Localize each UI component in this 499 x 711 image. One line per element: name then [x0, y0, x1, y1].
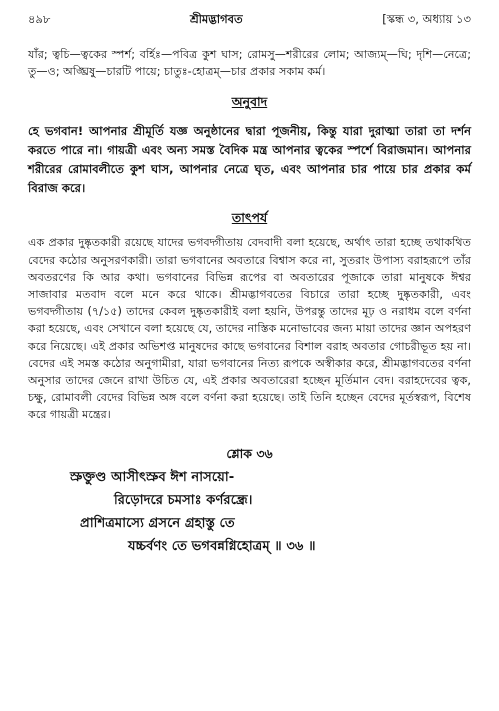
- page-number: ৪৯৮: [28, 11, 51, 26]
- verse-line: প্রাশিত্রমাস্যে গ্রসনে গ্রহাস্তু তে: [80, 515, 235, 531]
- verse-number-heading: শ্লোক ৩৬: [226, 445, 273, 461]
- sanskrit-verse: [28, 466, 471, 558]
- synonyms-paragraph: যাঁর; ত্বচি—ত্বকের স্পর্শ; বর্হিঃ—পবিত্র কুশ ঘাস; রোমসু—শরীরের লোম; আজ্যম্—ঘি; দৃশি—নেত্রে; তু—ও; অঙ্ঘ্রিষু—চারটি পায়ে; চাতুঃ-হোত্রম্—চার প্রকার সকাম কর্ম।: [28, 48, 471, 79]
- translation-heading: অনুবাদ: [231, 94, 268, 110]
- translation-paragraph: হে ভগবান! আপনার শ্রীমূর্তি যজ্ঞ অনুষ্ঠানের দ্বারা পূজনীয়, কিন্তু যারা দুরাত্মা তারা তা দর্শন করতে পারে না। গায়ত্রী এবং অন্য সমস্ত বৈদিক মন্ত্র আপনার ত্বকের স্পর্শে বিরাজমান। আপনার শরীরের রোমাবলীতে কুশ ঘাস, আপনার নেত্রে ঘৃত, এবং আপনার চার পায়ে চার প্রকার কর্ম বিরাজ করে।: [28, 124, 471, 196]
- verse-line: রিড়োদরে চমসাঃ কর্ণরন্ধ্রে।: [114, 492, 253, 508]
- purport-heading: তাৎপর্য: [231, 210, 268, 226]
- book-title: শ্রীমদ্ভাগবত: [189, 11, 243, 26]
- page-header: [28, 10, 471, 30]
- chapter-reference: [স্কন্ধ ৩, অধ্যায় ১৩: [382, 11, 471, 26]
- book-page: [28, 10, 471, 558]
- verse-line: যচ্চর্বণং তে ভগবন্নগ্নিহোত্রম্ ॥ ৩৬ ॥: [128, 538, 316, 554]
- purport-paragraph: এক প্রকার দুষ্কৃতকারী রয়েছে যাদের ভগবদ্গীতায় বেদবাদী বলা হয়েছে, অর্থাৎ তারা হচ্ছে তথাকথিত বেদের কঠোর অনুসরণকারী। তারা ভগবানের অবতারে বিশ্বাস করে না, সুতরাং উপাস্য বরাহরূপে তাঁর অবতরণের কি আর কথা। ভগবানের বিভিন্ন রূপের বা অবতারের পূজাকে তারা মানুষকে ঈশ্বর সাজাবার মতবাদ বলে মনে করে থাকে। শ্রীমদ্ভাগবতের বিচারে তারা হচ্ছে দুষ্কৃতকারী, এবং ভগবদ্গীতায় (৭/১৫) তাদের কেবল দুষ্কৃতকারীই বলা হয়নি, উপরন্তু তাদের মূঢ় ও নরাধম বলে বর্ণনা করা হয়েছে, এবং সেখানে বলা হয়েছে যে, তাদের নাস্তিক মনোভাবের জন্য মায়া তাদের জ্ঞান অপহরণ করে নিয়েছে। এই প্রকার অভিশপ্ত মানুষদের কাছে ভগবানের বিশাল বরাহ অবতার গোচরীভূত হয় না। বেদের এই সমস্ত কঠোর অনুগামীরা, যারা ভগবানের নিত্য রূপকে অস্বীকার করে, শ্রীমদ্ভাগবতের বর্ণনা অনুসার তাদের জেনে রাখা উচিত যে, এই প্রকার অবতারেরা হচ্ছেন মূর্তিমান বেদ। বরাহদেবের ত্বক, চক্ষু, রোমাবলী বেদের বিভিন্ন অঙ্গ বলে বর্ণনা করা হয়েছে। তাই তিনি হচ্ছেন বেদের মূর্তস্বরূপ, বিশেষ করে গায়ত্রী মন্ত্রের।: [28, 236, 471, 422]
- verse-line: স্রুক্তুণ্ড আসীৎস্রুব ঈশ নাসয়ো-: [70, 469, 235, 485]
